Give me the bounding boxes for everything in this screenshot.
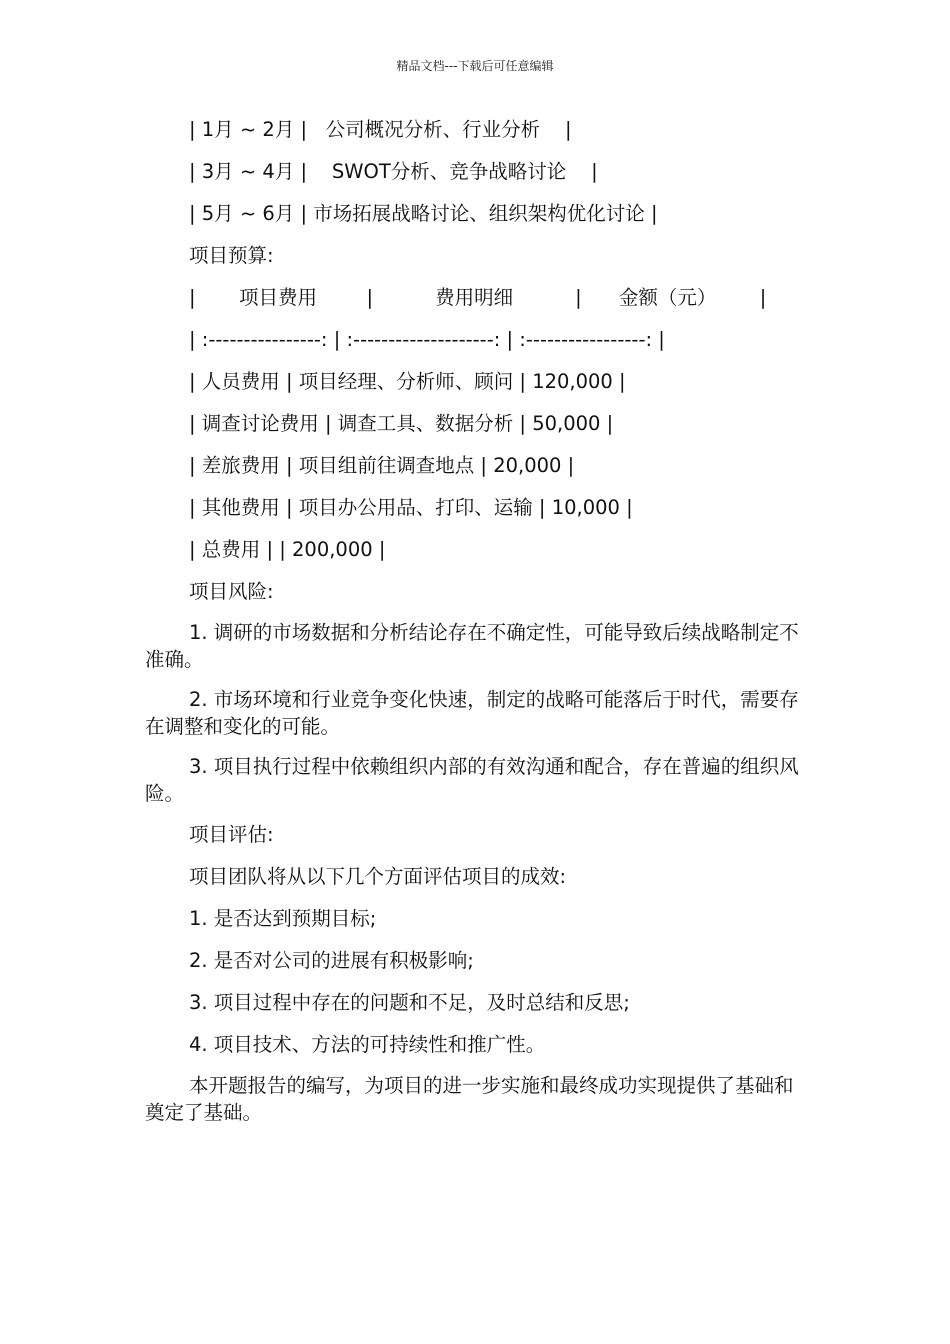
budget-table-row: | 总费用 | | 200,000 | [189,538,386,561]
evaluation-item: 3. 项目过程中存在的问题和不足，及时总结和反思; [189,991,630,1014]
schedule-row: | 3月 ~ 4月 | SWOT分析、竞争战略讨论 | [189,160,598,183]
risks-title: 项目风险: [189,580,274,603]
budget-table-row: | 人员费用 | 项目经理、分析师、顾问 | 120,000 | [189,370,626,393]
budget-table-separator: | :----------------: | :--------------------: | :-----------------: | [189,328,665,351]
evaluation-item: 2. 是否对公司的进展有积极影响; [189,949,474,972]
risk-item: 3. 项目执行过程中依赖组织内部的有效沟通和配合，存在普遍的组织风险。 [145,755,799,805]
budget-title: 项目预算: [189,244,274,267]
evaluation-title: 项目评估: [189,823,274,846]
budget-table-row: | 调查讨论费用 | 调查工具、数据分析 | 50,000 | [189,412,614,435]
schedule-row: | 5月 ~ 6月 | 市场拓展战略讨论、组织架构优化讨论 | [189,202,658,225]
evaluation-item: 4. 项目技术、方法的可持续性和推广性。 [189,1033,546,1056]
conclusion-paragraph: 本开题报告的编写，为项目的进一步实施和最终成功实现提供了基础和奠定了基础。 [145,1074,794,1124]
budget-table-row: | 其他费用 | 项目办公用品、打印、运输 | 10,000 | [189,496,633,519]
document-body [145,115,805,1139]
schedule-row: | 1月 ~ 2月 | 公司概况分析、行业分析 | [189,118,572,141]
budget-table-header: | 项目费用 | 费用明细 | 金额（元） | [189,286,767,309]
evaluation-intro: 项目团队将从以下几个方面评估项目的成效: [189,865,567,888]
risk-item: 2. 市场环境和行业竞争变化快速，制定的战略可能落后于时代，需要存在调整和变化的可能。 [145,688,799,738]
risk-item: 1. 调研的市场数据和分析结论存在不确定性，可能导致后续战略制定不准确。 [145,621,799,671]
budget-table-row: | 差旅费用 | 项目组前往调查地点 | 20,000 | [189,454,575,477]
evaluation-item: 1. 是否达到预期目标; [189,907,377,930]
page-header: 精品文档---下载后可任意编辑 [396,59,554,73]
